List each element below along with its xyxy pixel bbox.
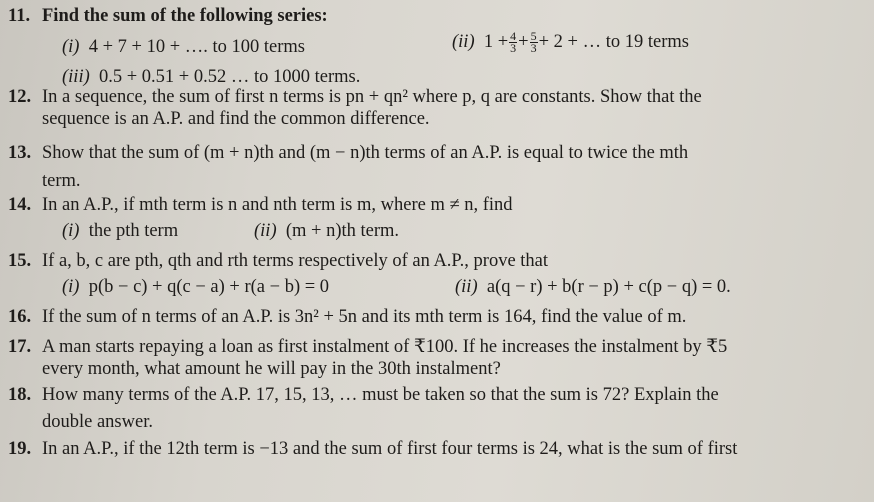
part-label: (iii) — [62, 67, 90, 87]
q11-part-i — [62, 36, 305, 58]
question-text: A man starts repaying a loan as first instalment of ₹100. If he increases the instalment by ₹5 — [42, 337, 728, 357]
question-12 — [8, 86, 702, 108]
question-15 — [8, 250, 548, 272]
question-text: In an A.P., if the 12th term is −13 and the sum of first four terms is 24, what is the sum of first — [42, 439, 738, 459]
question-text: In a sequence, the sum of first n terms is pn + qn² where p, q are constants. Show that the — [42, 87, 702, 107]
question-text: In an A.P., if mth term is n and nth term is m, where m ≠ n, find — [42, 195, 513, 215]
part-text: 4 + 7 + 10 + …. to 100 terms — [88, 37, 306, 57]
question-18-cont — [42, 411, 153, 433]
part-text-tail: + 2 + … to 19 terms — [538, 32, 689, 52]
q11-part-ii: (ii) 1 + $\frac{4}{3}$ + $\frac{5}{3}$ + 2 + … to 19 terms — [452, 29, 689, 56]
question-18 — [8, 384, 719, 406]
q14-part-ii — [254, 220, 399, 242]
question-text: every month, what amount he will pay in the 30th instalment? — [42, 359, 501, 379]
question-17-cont — [42, 358, 501, 380]
question-text: double answer. — [42, 412, 153, 432]
part-label: (ii) — [254, 221, 277, 241]
question-text: If the sum of n terms of an A.P. is 3n² + 5n and its mth term is 164, find the value of m. — [42, 307, 687, 327]
part-text: p(b − c) + q(c − a) + r(a − b) = 0 — [88, 277, 330, 297]
question-16 — [8, 306, 686, 328]
question-number: 15. — [8, 251, 32, 271]
question-19 — [8, 438, 737, 460]
question-number: 14. — [8, 195, 32, 215]
part-text: a(q − r) + b(r − p) + c(p − q) = 0. — [486, 277, 731, 297]
q15-part-i — [62, 276, 329, 298]
question-text: sequence is an A.P. and find the common difference. — [42, 109, 430, 129]
question-13-cont — [42, 170, 81, 192]
question-text: Show that the sum of (m + n)th and (m − n)th terms of an A.P. is equal to twice the mth — [42, 143, 689, 163]
question-number: 19. — [8, 439, 32, 459]
question-17 — [8, 336, 727, 358]
question-13 — [8, 142, 688, 164]
question-text: How many terms of the A.P. 17, 15, 13, … must be taken so that the sum is 72? Explain the — [42, 385, 719, 405]
part-label: (ii) — [455, 277, 478, 297]
part-text: the pth term — [88, 221, 179, 241]
q14-part-i — [62, 220, 178, 242]
question-text: If a, b, c are pth, qth and rth terms respectively of an A.P., prove that — [42, 251, 549, 271]
q11-part-iii — [62, 66, 360, 88]
part-label: (ii) — [452, 32, 475, 52]
question-14 — [8, 194, 513, 216]
fraction-five-thirds: $\frac{5}{3}$ — [530, 29, 537, 56]
question-12-cont — [42, 108, 430, 130]
part-text: 0.5 + 0.51 + 0.52 … to 1000 terms. — [99, 67, 361, 87]
part-text: (m + n)th term. — [285, 221, 400, 241]
part-label: (i) — [62, 37, 80, 57]
question-text: Find the sum of the following series: — [42, 6, 328, 26]
question-number: 12. — [8, 87, 32, 107]
question-number: 13. — [8, 143, 32, 163]
fraction-four-thirds: $\frac{4}{3}$ — [510, 29, 517, 56]
question-number: 18. — [8, 385, 32, 405]
question-number: 16. — [8, 307, 32, 327]
part-label: (i) — [62, 221, 80, 241]
q15-part-ii — [455, 276, 731, 298]
question-11 — [8, 5, 328, 27]
question-number: 11. — [8, 6, 31, 26]
question-number: 17. — [8, 337, 32, 357]
question-text: term. — [42, 171, 81, 191]
part-label: (i) — [62, 277, 80, 297]
part-text-lead: 1 + — [483, 32, 509, 52]
